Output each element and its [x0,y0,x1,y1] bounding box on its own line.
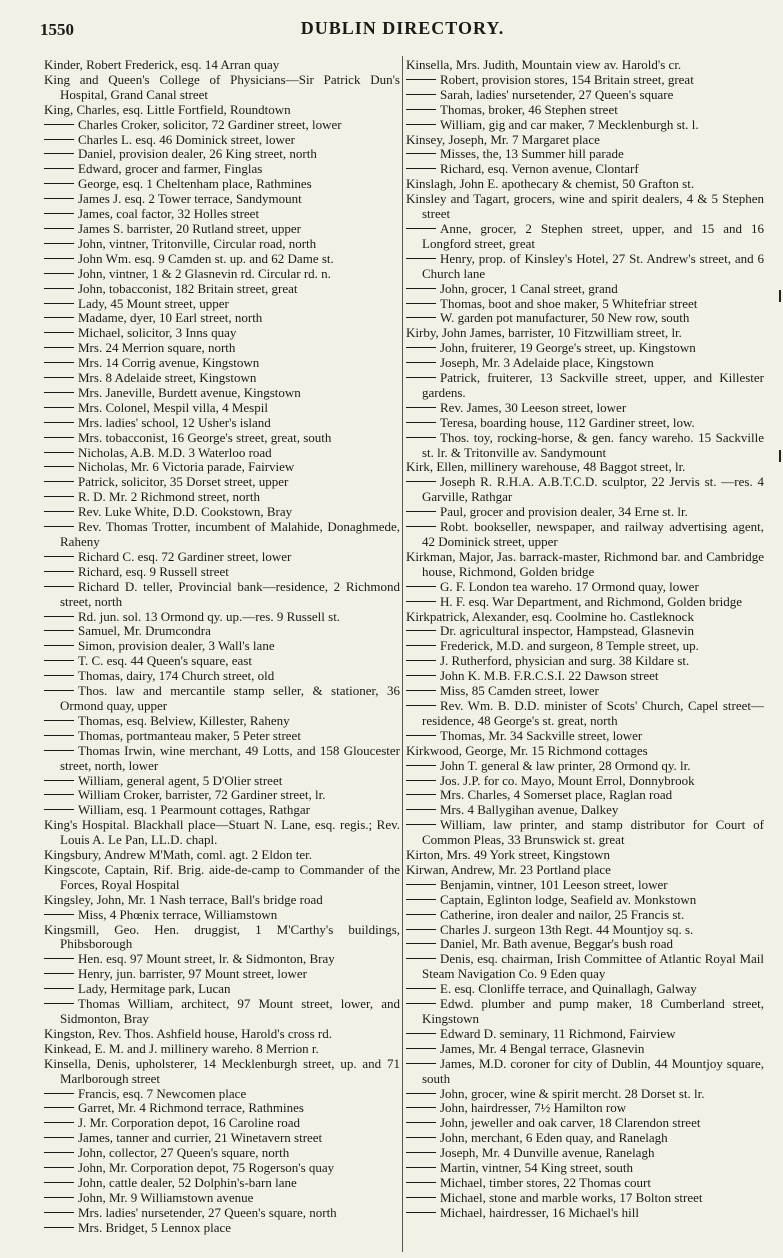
directory-entry [44,118,400,133]
entry-text: Frederick, M.D. and surgeon, 8 Temple street, up. [440,638,699,654]
entry-text: John, Mr. Corporation depot, 75 Rogerson's quay [78,1160,335,1176]
directory-entry [406,147,764,162]
entry-text: Catherine, iron dealer and nailor, 25 Francis st. [440,906,685,922]
directory-entry [44,565,400,580]
directory-entry [44,744,400,774]
directory-entry [406,341,764,356]
directory-entry [406,133,764,148]
directory-entry [406,1161,764,1176]
directory-entry [406,88,764,103]
entry-text: Thomas, portmanteau maker, 5 Peter street [78,727,301,743]
directory-entry [44,520,400,550]
directory-entry [44,1191,400,1206]
entry-text: Rev. Luke White, D.D. Cookstown, Bray [78,504,293,520]
directory-entry [406,937,764,952]
directory-entry [44,416,400,431]
directory-entry [406,788,764,803]
page-header [40,18,765,44]
directory-entry [406,1131,764,1146]
directory-entry [406,863,764,878]
entry-text: William, general agent, 5 D'Olier street [78,772,283,788]
entry-text: William Croker, barrister, 72 Gardiner street, lr. [78,787,326,803]
entry-text: King's Hospital. Blackhall place—Stuart N. Lane, esq. regis.; Rev. Louis A. Le Pan, LL.D. chapl. [44,817,400,848]
entry-text: W. garden pot manufacturer, 50 New row, south [440,310,690,326]
entry-text: Thomas, Mr. 34 Sackville street, lower [440,727,643,743]
entry-text: John, collector, 27 Queen's square, north [78,1145,290,1161]
entry-text: Kirk, Ellen, millinery warehouse, 48 Baggot street, lr. [406,459,686,475]
directory-entry [44,505,400,520]
left-column [44,58,400,1254]
directory-entry [44,162,400,177]
directory-entry [406,282,764,297]
entry-text: Thos. toy, rocking-horse, & gen. fancy wareho. 15 Sackville st. lr. & Tritonville av. Sandymount [422,429,764,460]
entry-text: John, fruiterer, 19 George's street, up. Kingstown [440,340,696,356]
directory-entry [44,1087,400,1102]
directory-entry [44,669,400,684]
entry-text: Mrs. Janeville, Burdett avenue, Kingstown [78,384,301,400]
directory-entry [406,297,764,312]
entry-text: Thomas, esq. Belview, Killester, Raheny [78,712,290,728]
entry-text: Thomas William, architect, 97 Mount street, lower, and Sidmonton, Bray [60,996,400,1026]
directory-entry [44,1206,400,1221]
entry-text: William, esq. 1 Pearmount cottages, Rathgar [78,802,310,818]
entry-text: J. Rutherford, physician and surg. 38 Kildare st. [440,653,690,669]
entry-text: Martin, vintner, 54 King street, south [440,1160,634,1176]
directory-entry [44,431,400,446]
directory-entry [406,624,764,639]
entry-text: Jos. J.P. for co. Mayo, Mount Errol, Donnybrook [440,772,695,788]
entry-text: William, law printer, and stamp distributor for Court of Common Pleas, 33 Brunswick st. great [422,817,764,848]
directory-entry [44,684,400,714]
entry-text: Nicholas, Mr. 6 Victoria parade, Fairview [78,459,295,475]
entry-text: G. F. London tea wareho. 17 Ormond quay, lower [440,578,699,594]
directory-entry [44,446,400,461]
directory-entry [44,147,400,162]
entry-text: Teresa, boarding house, 112 Gardiner street, low. [440,414,695,430]
directory-entry [406,878,764,893]
directory-entry [44,267,400,282]
entry-text: John, grocer, 1 Canal street, grand [440,280,618,296]
entry-text: Nicholas, A.B. M.D. 3 Waterloo road [78,444,272,460]
directory-entry [406,431,764,461]
entry-text: Kinkead, E. M. and J. millinery wareho. 8 Merrion r. [44,1040,319,1056]
entry-text: Thomas Irwin, wine merchant, 49 Lotts, and 158 Gloucester street, north, lower [60,742,400,773]
directory-entry [44,1042,400,1057]
directory-entry [406,893,764,908]
entry-text: Francis, esq. 7 Newcomen place [78,1085,247,1101]
directory-entry [406,1027,764,1042]
directory-entry [406,982,764,997]
entry-text: Anne, grocer, 2 Stephen street, upper, and 15 and 16 Longford street, great [422,220,764,251]
directory-entry [44,356,400,371]
entry-text: James J. esq. 2 Tower terrace, Sandymount [78,191,302,207]
entry-text: Rev. Wm. B. D.D. minister of Scots' Church, Capel street—residence, 48 George's st. great, north [422,697,764,728]
entry-text: Samuel, Mr. Drumcondra [78,623,211,639]
entry-text: Patrick, fruiterer, 13 Sackville street, upper, and Killester gardens. [422,370,764,400]
directory-entry [44,133,400,148]
directory-entry [44,1146,400,1161]
directory-entry [406,610,764,625]
directory-entry [406,1057,764,1087]
entry-text: Kingsbury, Andrew M'Math, coml. agt. 2 Eldon ter. [44,847,312,863]
directory-entry [44,893,400,908]
directory-entry [44,222,400,237]
entry-text: Rev. James, 30 Leeson street, lower [440,399,627,415]
entry-text: Garret, Mr. 4 Richmond terrace, Rathmines [78,1100,304,1116]
entry-text: Lady, 45 Mount street, upper [78,295,229,311]
entry-text: Mrs. Charles, 4 Somerset place, Raglan road [440,787,673,803]
directory-entry [44,207,400,222]
entry-text: Charles J. surgeon 13th Regt. 44 Mountjoy sq. s. [440,921,694,937]
entry-text: Sarah, ladies' nursetender, 27 Queen's square [440,86,674,102]
entry-text: Richard, esq. Vernon avenue, Clontarf [440,161,639,177]
entry-text: J. Mr. Corporation depot, 16 Caroline road [78,1115,301,1131]
directory-entry [406,699,764,729]
entry-text: Kirkpatrick, Alexander, esq. Coolmine ho. Castleknock [406,608,694,624]
directory-entry [406,520,764,550]
right-column [406,58,764,1254]
entry-text: Mrs. 24 Merrion square, north [78,340,236,356]
directory-entry [44,371,400,386]
directory-entry [406,192,764,222]
directory-entry [44,177,400,192]
directory-entry [406,1042,764,1057]
entry-text: Kirkwood, George, Mr. 15 Richmond cottages [406,742,648,758]
entry-text: Paul, grocer and provision dealer, 34 Erne st. lr. [440,504,688,520]
entry-text: Joseph, Mr. 4 Dunville avenue, Ranelagh [440,1145,655,1161]
directory-entry [406,1116,764,1131]
entry-text: John, Mr. 9 Williamstown avenue [78,1189,254,1205]
entry-text: John, vintner, 1 & 2 Glasnevin rd. Circular rd. n. [78,265,331,281]
directory-entry [406,759,764,774]
directory-entry [44,848,400,863]
entry-text: Mrs. Colonel, Mespil villa, 4 Mespil [78,399,268,415]
directory-entry [44,1176,400,1191]
directory-entry [44,952,400,967]
directory-entry [406,103,764,118]
entry-text: Joseph, Mr. 3 Adelaide place, Kingstown [440,355,654,371]
directory-entry [406,818,764,848]
directory-entry [44,1101,400,1116]
directory-entry [406,744,764,759]
directory-entry [406,848,764,863]
directory-entry [406,1176,764,1191]
entry-text: Mrs. tobacconist, 16 George's street, great, south [78,429,332,445]
directory-entry [406,923,764,938]
entry-text: Richard C. esq. 72 Gardiner street, lower [78,548,292,564]
directory-entry [406,118,764,133]
directory-entry [44,311,400,326]
entry-text: Kingsmill, Geo. Hen. druggist, 1 M'Carthy's buildings, Phibsborough [44,921,400,952]
directory-entry [44,1221,400,1236]
directory-entry [44,73,400,103]
entry-text: Kinsey, Joseph, Mr. 7 Margaret place [406,131,600,147]
directory-entry [406,595,764,610]
directory-entry [406,729,764,744]
page-number: 1550 [40,20,74,39]
entry-text: John, jeweller and oak carver, 18 Clarendon street [440,1115,701,1131]
directory-entry [44,908,400,923]
entry-text: Henry, prop. of Kinsley's Hotel, 27 St. Andrew's street, and 6 Church lane [422,250,764,281]
entry-text: Kinsella, Mrs. Judith, Mountain view av. Harold's cr. [406,58,682,72]
directory-entry [44,550,400,565]
directory-entry [406,580,764,595]
entry-text: Madame, dyer, 10 Earl street, north [78,310,263,326]
directory-entry [44,341,400,356]
directory-entry [406,326,764,341]
directory-entry [406,550,764,580]
directory-entry [406,222,764,252]
directory-entry [44,282,400,297]
directory-entry [44,386,400,401]
directory-entry [44,610,400,625]
directory-entry [406,401,764,416]
directory-entry [406,177,764,192]
entry-text: Michael, stone and marble works, 17 Bolton street [440,1189,703,1205]
directory-entry [406,1146,764,1161]
entry-text: Captain, Eglinton lodge, Seafield av. Monkstown [440,891,697,907]
directory-entry [44,103,400,118]
entry-text: John T. general & law printer, 28 Ormond qy. lr. [440,757,691,773]
entry-text: John Wm. esq. 9 Camden st. up. and 62 Dame st. [78,250,334,266]
directory-entry [406,371,764,401]
directory-entry [406,58,764,73]
directory-entry [406,684,764,699]
directory-entry [44,490,400,505]
directory-entry [406,460,764,475]
directory-entry [44,997,400,1027]
entry-text: Kingscote, Captain, Rif. Brig. aide-de-camp to Commander of the Forces, Royal Hospital [44,861,400,892]
directory-entry [44,252,400,267]
entry-text: Patrick, solicitor, 35 Dorset street, upper [78,474,289,490]
entry-text: Charles L. esq. 46 Dominick street, lower [78,131,295,147]
entry-text: Denis, esq. chairman, Irish Committee of Atlantic Royal Mail Steam Navigation Co. 9 Eden quay [422,951,764,982]
directory-entry [406,73,764,88]
entry-text: Edward D. seminary, 11 Richmond, Fairview [440,1025,676,1041]
entry-text: Thos. law and mercantile stamp seller, & stationer, 36 Ormond quay, upper [60,683,400,713]
entry-text: King, Charles, esq. Little Fortfield, Roundtown [44,101,291,117]
entry-text: Kinslagh, John E. apothecary & chemist, 50 Grafton st. [406,176,695,192]
entry-text: John, tobacconist, 182 Britain street, great [78,280,298,296]
entry-text: Michael, hairdresser, 16 Michael's hill [440,1204,639,1220]
entry-text: Kinder, Robert Frederick, esq. 14 Arran quay [44,58,280,72]
entry-text: Kirkman, Major, Jas. barrack-master, Richmond bar. and Cambridge house, Richmond, Golden bridge [406,548,764,579]
entry-text: William, gig and car maker, 7 Mecklenburgh st. l. [440,116,699,132]
entry-text: Thomas, dairy, 174 Church street, old [78,668,275,684]
directory-entry [44,1116,400,1131]
entry-text: King and Queen's College of Physicians—Sir Patrick Dun's Hospital, Grand Canal street [44,71,400,102]
directory-entry [406,774,764,789]
entry-text: Thomas, boot and shoe maker, 5 Whitefriar street [440,295,698,311]
entry-text: Robert, provision stores, 154 Britain street, great [440,71,694,87]
directory-entry [406,654,764,669]
directory-entry [44,788,400,803]
edge-mark [779,450,781,462]
directory-entry [44,475,400,490]
directory-entry [44,729,400,744]
directory-entry [406,505,764,520]
entry-text: Daniel, provision dealer, 26 King street, north [78,146,317,162]
directory-entry [406,908,764,923]
entry-text: Miss, 4 Phœnix terrace, Williamstown [78,906,278,922]
entry-text: Thomas, broker, 46 Stephen street [440,101,618,117]
directory-entry [406,803,764,818]
directory-entry [44,580,400,610]
entry-text: James, Mr. 4 Bengal terrace, Glasnevin [440,1040,645,1056]
entry-text: Mrs. Bridget, 5 Lennox place [78,1219,232,1235]
entry-text: Kinsella, Denis, upholsterer, 14 Mecklenburgh street, up. and 71 Marlborough street [44,1055,400,1086]
entry-text: Simon, provision dealer, 3 Wall's lane [78,638,275,654]
directory-entry [44,1057,400,1087]
directory-entry [44,967,400,982]
entry-text: Michael, timber stores, 22 Thomas court [440,1174,651,1190]
directory-entry [44,58,400,73]
column-divider [402,56,403,1252]
entry-text: R. D. Mr. 2 Richmond street, north [78,489,260,505]
directory-entry [44,982,400,997]
directory-entry [44,803,400,818]
directory-entry [44,639,400,654]
entry-text: Lady, Hermitage park, Lucan [78,981,231,997]
running-title: DUBLIN DIRECTORY. [300,18,505,38]
entry-text: Kingsley, John, Mr. 1 Nash terrace, Ball's bridge road [44,891,323,907]
entry-text: John, merchant, 6 Eden quay, and Ranelagh [440,1130,668,1146]
directory-entry [44,1161,400,1176]
directory-entry [44,237,400,252]
entry-text: Mrs. ladies' nursetender, 27 Queen's square, north [78,1204,337,1220]
entry-text: Michael, solicitor, 3 Inns quay [78,325,237,341]
directory-entry [44,1027,400,1042]
entry-text: T. C. esq. 44 Queen's square, east [78,653,252,669]
entry-text: James, tanner and currier, 21 Winetavern street [78,1130,323,1146]
entry-text: James, M.D. coroner for city of Dublin, 44 Mountjoy square, south [422,1055,764,1086]
entry-text: Mrs. ladies' school, 12 Usher's island [78,414,271,430]
directory-entry [406,1101,764,1116]
edge-mark [779,290,781,302]
directory-entry [406,639,764,654]
entry-text: John, grocer, wine & spirit mercht. 28 Dorset st. lr. [440,1085,705,1101]
entry-text: H. F. esq. War Department, and Richmond, Golden bridge [440,593,743,609]
entry-text: Kinsley and Tagart, grocers, wine and spirit dealers, 4 & 5 Stephen street [406,191,764,222]
directory-entry [406,669,764,684]
directory-entry [44,1131,400,1146]
directory-entry [406,1206,764,1221]
directory-entry [44,863,400,893]
directory-entry [406,416,764,431]
entry-text: Charles Croker, solicitor, 72 Gardiner street, lower [78,116,342,132]
entry-text: Mrs. 14 Corrig avenue, Kingstown [78,355,260,371]
entry-text: George, esq. 1 Cheltenham place, Rathmines [78,176,312,192]
directory-entry [406,162,764,177]
entry-text: John, vintner, Tritonville, Circular road, north [78,235,317,251]
directory-entry [406,1191,764,1206]
entry-text: Richard, esq. 9 Russell street [78,563,229,579]
entry-text: Rev. Thomas Trotter, incumbent of Malahide, Donaghmede, Raheny [60,519,400,549]
entry-text: Mrs. 4 Ballygihan avenue, Dalkey [440,802,619,818]
entry-text: Kirby, John James, barrister, 10 Fitzwilliam street, lr. [406,325,682,341]
entry-text: Henry, jun. barrister, 97 Mount street, lower [78,966,307,982]
directory-entry [44,714,400,729]
directory-entry [44,326,400,341]
directory-entry [406,1087,764,1102]
directory-entry [44,818,400,848]
entry-text: Robt. bookseller, newspaper, and railway advertising agent, 42 Dominick street, upper [422,519,764,549]
entry-text: John K. M.B. F.R.C.S.I. 22 Dawson street [440,668,659,684]
entry-text: John, cattle dealer, 52 Dolphin's-barn lane [78,1174,297,1190]
entry-text: E. esq. Clonliffe terrace, and Quinallagh, Galway [440,981,697,997]
entry-text: Richard D. teller, Provincial bank—residence, 2 Richmond street, north [60,578,400,609]
directory-entry [44,460,400,475]
directory-entry [44,192,400,207]
directory-entry [44,923,400,953]
directory-entry [44,624,400,639]
entry-text: Hen. esq. 97 Mount street, lr. & Sidmonton, Bray [78,951,335,967]
entry-text: Rd. jun. sol. 13 Ormond qy. up.—res. 9 Russell st. [78,608,341,624]
entry-text: James S. barrister, 20 Rutland street, upper [78,220,301,236]
directory-entry [406,252,764,282]
entry-text: Edwd. plumber and pump maker, 18 Cumberland street, Kingstown [422,996,764,1026]
entry-text: Dr. agricultural inspector, Hampstead, Glasnevin [440,623,694,639]
entry-text: Misses, the, 13 Summer hill parade [440,146,624,162]
directory-entry [44,401,400,416]
directory-entry [406,952,764,982]
directory-entry [406,997,764,1027]
entry-text: Edward, grocer and farmer, Finglas [78,161,263,177]
entry-text: John, hairdresser, 7½ Hamilton row [440,1100,627,1116]
directory-entry [44,654,400,669]
entry-text: Mrs. 8 Adelaide street, Kingstown [78,370,257,386]
directory-entry [406,475,764,505]
directory-entry [44,297,400,312]
entry-text: Kirton, Mrs. 49 York street, Kingstown [406,847,611,863]
directory-entry [406,311,764,326]
entry-text: James, coal factor, 32 Holles street [78,206,260,222]
entry-text: Daniel, Mr. Bath avenue, Beggar's bush road [440,936,674,952]
directory-entry [44,774,400,789]
entry-text: Miss, 85 Camden street, lower [440,683,599,699]
entry-text: Kirwan, Andrew, Mr. 23 Portland place [406,861,611,877]
entry-text: Benjamin, vintner, 101 Leeson street, lower [440,876,668,892]
entry-text: Kingston, Rev. Thos. Ashfield house, Harold's cross rd. [44,1025,332,1041]
directory-entry [406,356,764,371]
entry-text: Joseph R. R.H.A. A.B.T.C.D. sculptor, 22 Jervis st. —res. 4 Garville, Rathgar [422,474,764,505]
